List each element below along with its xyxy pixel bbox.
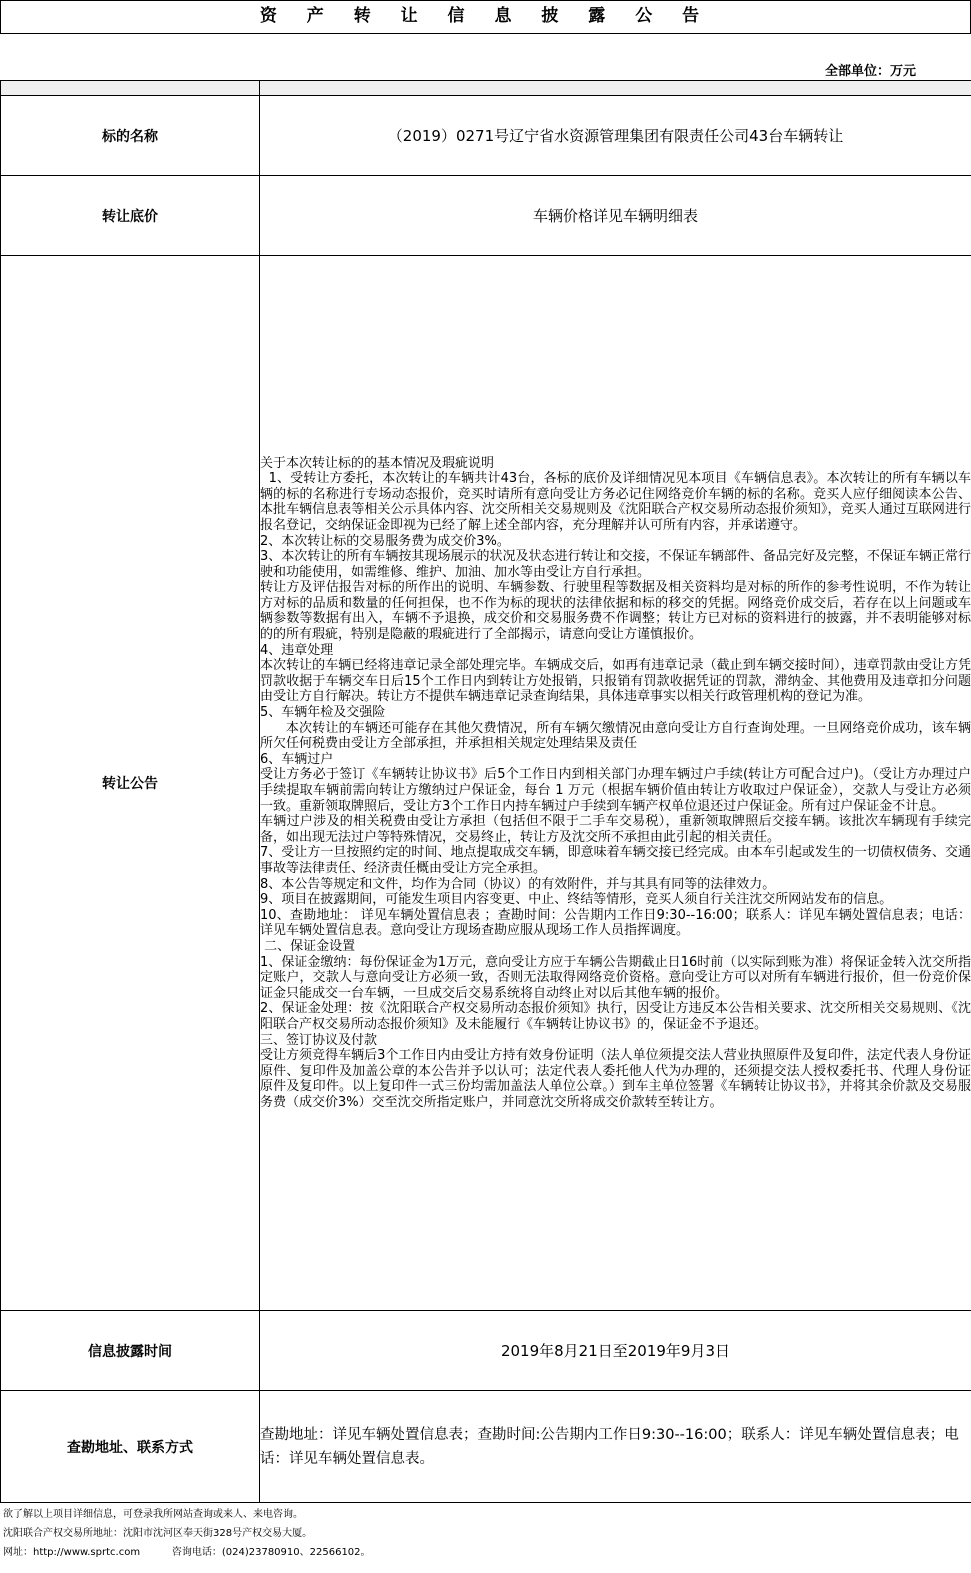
- spacer-cell: [1, 81, 260, 96]
- announcement-paragraph: 转让方及评估报告对标的所作出的说明、车辆参数、行驶里程等数据及相关资料均是对标的所作的参考性说明，不作为转让方对标的品质和数量的任何担保，也不作为标的现状的法律依据和标的移交的凭据。网络竞价成交后，若存在以上问题或车辆参数等数据有出入，车辆不予退换，成交价和交易服务费不作调整；转让方已对标的资料进行的披露，并不表明能够对标的的所有瑕疵，特别是隐蔽的瑕疵进行了全部揭示，请意向受让方谨慎报价。: [260, 580, 971, 643]
- base-price-label: 转让底价: [1, 176, 260, 256]
- subject-value: （2019）0271号辽宁省水资源管理集团有限责任公司43台车辆转让: [260, 96, 971, 176]
- announcement-paragraph: 本次转让的车辆已经将违章记录全部处理完毕。车辆成交后，如再有违章记录（截止到车辆交接时间），违章罚款由受让方凭罚款收据于车辆交车日后15个工作日内到转让方处报销，只报销有罚款收据凭证的罚款，滞纳金、其他费用及违章扣分问题由受让方自行解决。转让方不提供车辆违章记录查询结果，具体违章事实以相关行政管理机构的登记为准。: [260, 658, 971, 705]
- announcement-paragraph: 关于本次转让标的的基本情况及瑕疵说明: [260, 455, 495, 471]
- table-row: [1, 256, 971, 1311]
- announcement-paragraph: 8、本公告等规定和文件，均作为合同（协议）的有效附件，并与其具有同等的法律效力。: [260, 876, 776, 892]
- announcement-table: [0, 80, 971, 1503]
- subject-label: 标的名称: [1, 96, 260, 176]
- disclosure-time-label: 信息披露时间: [1, 1311, 260, 1391]
- table-row: [1, 96, 971, 176]
- announcement-paragraph: 2、本次转让标的交易服务费为成交价3%。: [260, 533, 510, 549]
- announcement-paragraph: 本次转让的车辆还可能存在其他欠费情况，所有车辆欠缴情况由意向受让方自行查询处理。一旦网络竞价成功，该车辆所欠任何税费由受让方全部承担，并承担相关规定处理结果及责任: [260, 720, 971, 752]
- announcement-paragraph: 2、保证金处理：按《沈阳联合产权交易所动态报价须知》执行，因受让方违反本公告相关要求、沈交所相关交易规则、《沈阳联合产权交易所动态报价须知》及未能履行《车辆转让协议书》的，保证金不予退还。: [260, 1001, 971, 1032]
- footer-contact: 网址：http://www.sprtc.com 咨询电话：(024)23780910、22566102。: [3, 1547, 371, 1558]
- announcement-paragraph: 9、项目在披露期间，可能发生项目内容变更、中止、终结等情形，竞买人须自行关注沈交所网站发布的信息。: [260, 892, 893, 908]
- table-row: [1, 1391, 971, 1503]
- announcement-paragraph: 受让方务必于签订《车辆转让协议书》后5个工作日内到相关部门办理车辆过户手续(转让方可配合过户)。（受让方办理过户手续提取车辆前需向转让方缴纳过户保证金，每台 1 万元（根据车辆价值由转让方收取过户保证金），交款人与受让方必须一致。重新领取牌照后，受让方3个工作日内持车辆过户手续到车辆产权单位退还过户保证金。所有过户保证金不计息。: [260, 767, 971, 814]
- disclosure-time-value: 2019年8月21日至2019年9月3日: [260, 1311, 971, 1391]
- footer: [3, 1505, 371, 1562]
- announcement-paragraph: 三、签订协议及付款: [260, 1032, 378, 1048]
- contact-value: 查勘地址：详见车辆处置信息表；查勘时间:公告期内工作日9:30--16:00；联系人：详见车辆处置信息表；电话：详见车辆处置信息表。: [260, 1391, 971, 1503]
- announcement-paragraph: 二、保证金设置: [260, 938, 356, 954]
- announcement-paragraph: 3、本次转让的所有车辆按其现场展示的状况及状态进行转让和交接，不保证车辆部件、备品完好及完整，不保证车辆正常行驶和功能使用，如需维修、维护、加油、加水等由受让方自行承担。: [260, 549, 971, 580]
- footer-address: 沈阳联合产权交易所地址：沈阳市沈河区奉天街328号产权交易大厦。: [3, 1528, 313, 1539]
- announcement-paragraph: 10、查勘地址： 详见车辆处置信息表 ；查勘时间：公告期内工作日9:30--16:00；联系人：详见车辆处置信息表；电话：详见车辆处置信息表。意向受让方现场查勘应服从现场工作人员指挥调度。: [260, 907, 971, 939]
- announcement-paragraph: 1、保证金缴纳：每份保证金为1万元，意向受让方应于车辆公告期截止日16时前（以实际到账为准）将保证金转入沈交所指定账户，交款人与意向受让方必须一致，否则无法取得网络竞价资格。意向受让方可以对所有车辆进行报价，但一份竞价保证金只能成交一台车辆，一旦成交后交易系统将自动终止对以后其他车辆的报价。: [260, 954, 971, 1001]
- announcement-body: [260, 256, 971, 1311]
- table-row: [1, 1311, 971, 1391]
- page-title: 资 产 转 让 信 息 披 露 公 告: [0, 0, 971, 34]
- announcement-paragraph: 受让方须竞得车辆后3个工作日内由受让方持有效身份证明（法人单位须提交法人营业执照原件及复印件，法定代表人身份证原件、复印件及加盖公章的本公告并予以认可；法定代表人委托他人代为办理的，还须提交法人授权委托书、代理人身份证原件及复印件。以上复印件一式三份均需加盖法人单位公章。）到车主单位签署《车辆转让协议书》，并将其余价款及交易服务费（成交价3%）交至沈交所指定账户，并同意沈交所将成交价款转至转让方。: [260, 1048, 971, 1110]
- unit-note: 全部单位：万元: [824, 64, 916, 79]
- announcement-paragraph: 6、车辆过户: [260, 751, 334, 767]
- announcement-label: 转让公告: [1, 256, 260, 1311]
- footer-info: 欲了解以上项目详细信息，可登录我所网站查询或来人、来电咨询。: [3, 1509, 303, 1520]
- contact-label: 查勘地址、联系方式: [1, 1391, 260, 1503]
- spacer-cell: [260, 81, 971, 96]
- base-price-value: 车辆价格详见车辆明细表: [260, 176, 971, 256]
- announcement-paragraph: 5、车辆年检及交强险: [260, 705, 386, 721]
- announcement-paragraph: 4、违章处理: [260, 642, 334, 658]
- announcement-paragraph: 1、受转让方委托，本次转让的车辆共计43台，各标的底价及详细情况见本项目《车辆信息表》。本次转让的所有车辆以车辆的标的名称进行专场动态报价，竞买时请所有意向受让方务必记住网络竞价车辆的标的名称。竞买人应仔细阅读本公告、本批车辆信息表等相关公示具体内容、沈交所相关交易规则及《沈阳联合产权交易所动态报价须知》，竞买人通过互联网进行报名登记，交纳保证金即视为已经了解上述全部内容，充分理解并认可所有内容，并承诺遵守。: [260, 471, 971, 533]
- announcement-paragraph: 7、受让方一旦按照约定的时间、地点提取成交车辆，即意味着车辆交接已经完成。由本车引起或发生的一切债权债务、交通事故等法律责任、经济责任概由受让方完全承担。: [260, 845, 971, 876]
- spacer-row: [1, 81, 971, 96]
- table-row: [1, 176, 971, 256]
- announcement-paragraph: 车辆过户涉及的相关税费由受让方承担（包括但不限于二手车交易税），重新领取牌照后交接车辆。该批次车辆现有手续完备，如出现无法过户等特殊情况，交易终止，转让方及沈交所不承担由此引起的相关责任。: [260, 814, 971, 845]
